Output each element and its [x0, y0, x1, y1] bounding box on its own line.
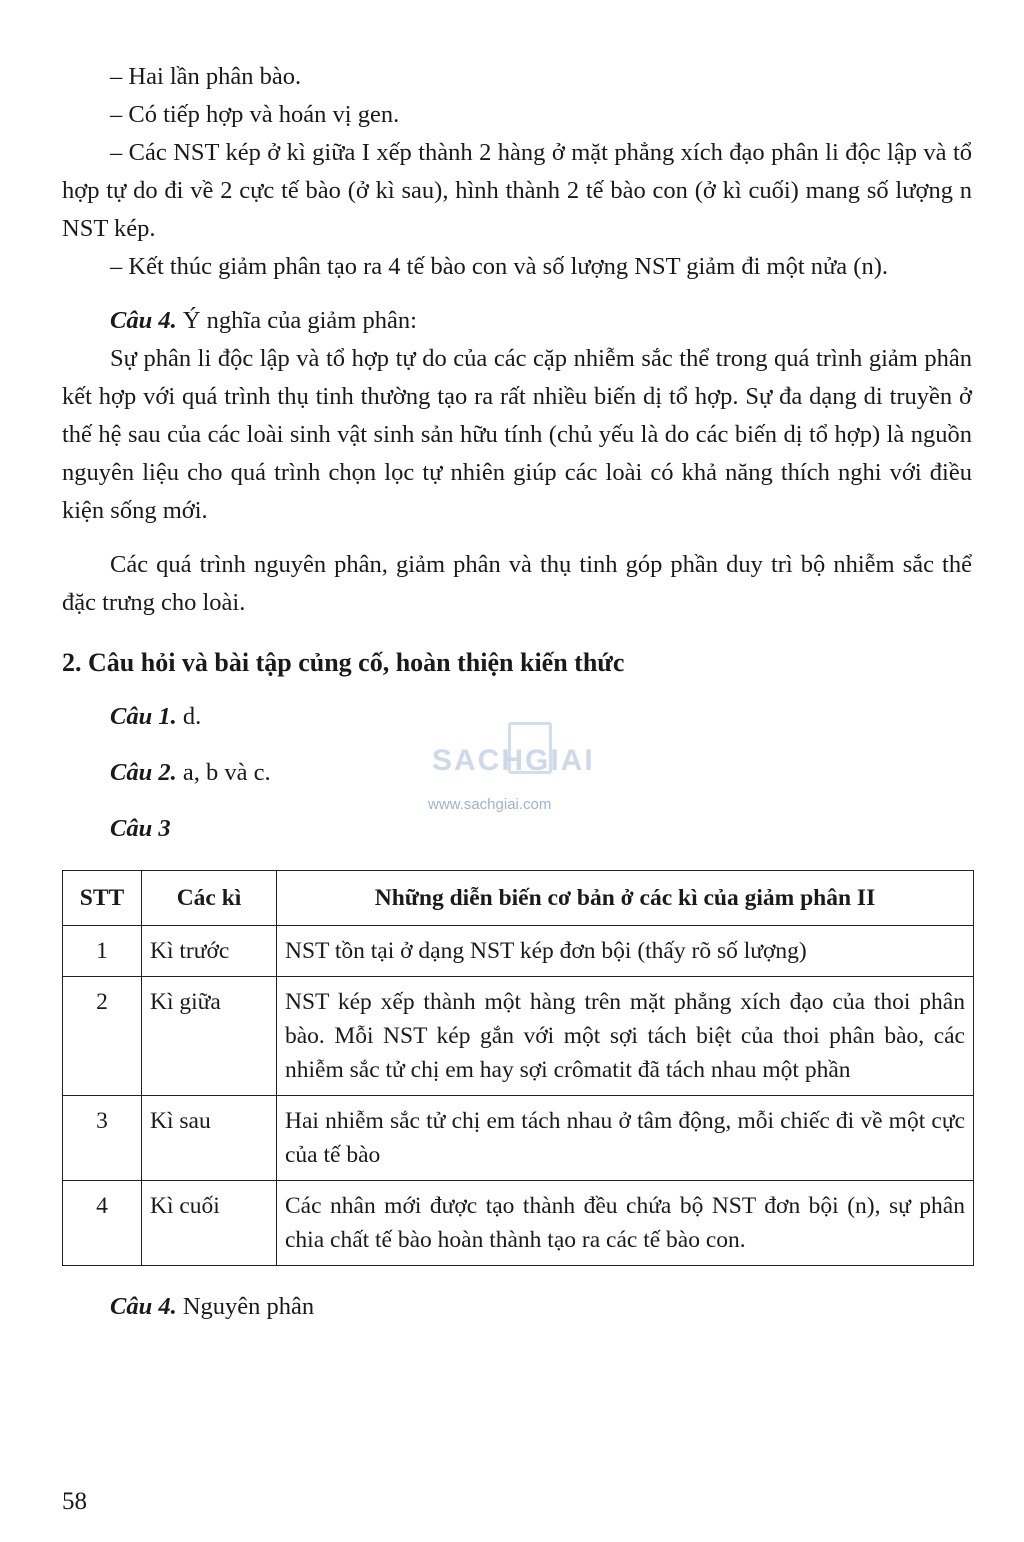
meiosis-significance-paragraph: Sự phân li độc lập và tổ hợp tự do của các cặp nhiễm sắc thể trong quá trình giảm phân kết hợp với quá trình thụ tinh thường tạo ra rất nhiều biến dị tổ hợp. Sự đa dạng di truyền ở thế hệ sau của các loài sinh vật sinh sản hữu tính (chủ yếu là do các biến dị tổ hợp) là nguồn nguyên liệu cho quá trình chọn lọc tự nhiên giúp các loài có khả năng thích nghi với điều kiện sống mới. [62, 345, 972, 524]
table-row [63, 1181, 974, 1266]
row-stt: 2 [63, 977, 142, 1096]
answer-text: a, b và c. [176, 759, 271, 786]
row-stt: 3 [63, 1096, 142, 1181]
table-row [63, 977, 974, 1096]
answer-label: Câu 4. [110, 1293, 177, 1320]
table-row [63, 926, 974, 977]
row-stt: 1 [63, 926, 142, 977]
document-page [62, 58, 972, 1326]
watermark-logo: SACHGIAI [432, 744, 595, 777]
column-header-description: Những diễn biến cơ bản ở các kì của giảm phân II [277, 871, 974, 926]
answer-label: Câu 3 [110, 815, 171, 842]
answer-cau-2 [62, 754, 972, 792]
bullet-metaphase-i: – Các NST kép ở kì giữa I xếp thành 2 hàng ở mặt phẳng xích đạo phân li độc lập và tổ hợp tự do đi về 2 cực tế bào (ở kì sau), hình thành 2 tế bào con (ở kì cuối) mang số lượng n NST kép. [62, 139, 972, 242]
bullet-two-divisions: – Hai lần phân bào. [110, 63, 302, 90]
row-stt: 4 [63, 1181, 142, 1266]
column-header-stt: STT [63, 871, 142, 926]
answer-cau-4 [62, 1288, 972, 1326]
q4-label: Câu 4. [110, 307, 177, 334]
bullet-crossing-over: – Có tiếp hợp và hoán vị gen. [110, 101, 400, 128]
page-number: 58 [62, 1488, 87, 1515]
answer-text: d. [176, 703, 202, 730]
row-stage: Kì giữa [142, 977, 277, 1096]
row-description: Các nhân mới được tạo thành đều chứa bộ NST đơn bội (n), sự phân chia chất tế bào hoàn thành tạo ra các tế bào con. [277, 1181, 974, 1266]
bullet-result: – Kết thúc giảm phân tạo ra 4 tế bào con và số lượng NST giảm đi một nửa (n). [110, 253, 888, 280]
answer-cau-3 [62, 810, 972, 848]
q4-heading [62, 302, 972, 340]
answer-label: Câu 2. [110, 759, 177, 786]
row-stage: Kì trước [142, 926, 277, 977]
row-description: Hai nhiễm sắc tử chị em tách nhau ở tâm động, mỗi chiếc đi về một cực của tế bào [277, 1096, 974, 1181]
row-stage: Kì cuối [142, 1181, 277, 1266]
row-stage: Kì sau [142, 1096, 277, 1181]
section-2-heading: 2. Câu hỏi và bài tập củng cố, hoàn thiện kiến thức [62, 648, 625, 677]
column-header-stage: Các kì [142, 871, 277, 926]
meiosis-ii-stages-table [62, 870, 974, 1266]
conclusion-paragraph: Các quá trình nguyên phân, giảm phân và thụ tinh góp phần duy trì bộ nhiễm sắc thể đặc trưng cho loài. [62, 551, 972, 616]
table-row [63, 1096, 974, 1181]
row-description: NST tồn tại ở dạng NST kép đơn bội (thấy rõ số lượng) [277, 926, 974, 977]
answer-label: Câu 1. [110, 703, 177, 730]
q4-title: Ý nghĩa của giảm phân: [176, 307, 417, 334]
answer-cau-1 [62, 698, 972, 736]
answer-text: Nguyên phân [176, 1293, 315, 1320]
row-description: NST kép xếp thành một hàng trên mặt phẳng xích đạo của thoi phân bào. Mỗi NST kép gắn với một sợi tách biệt của thoi phân bào, các nhiễm sắc tử chị em hay sợi crômatit đã tách nhau một phần [277, 977, 974, 1096]
watermark-url: www.sachgiai.com [428, 796, 552, 813]
table-header-row [63, 871, 974, 926]
